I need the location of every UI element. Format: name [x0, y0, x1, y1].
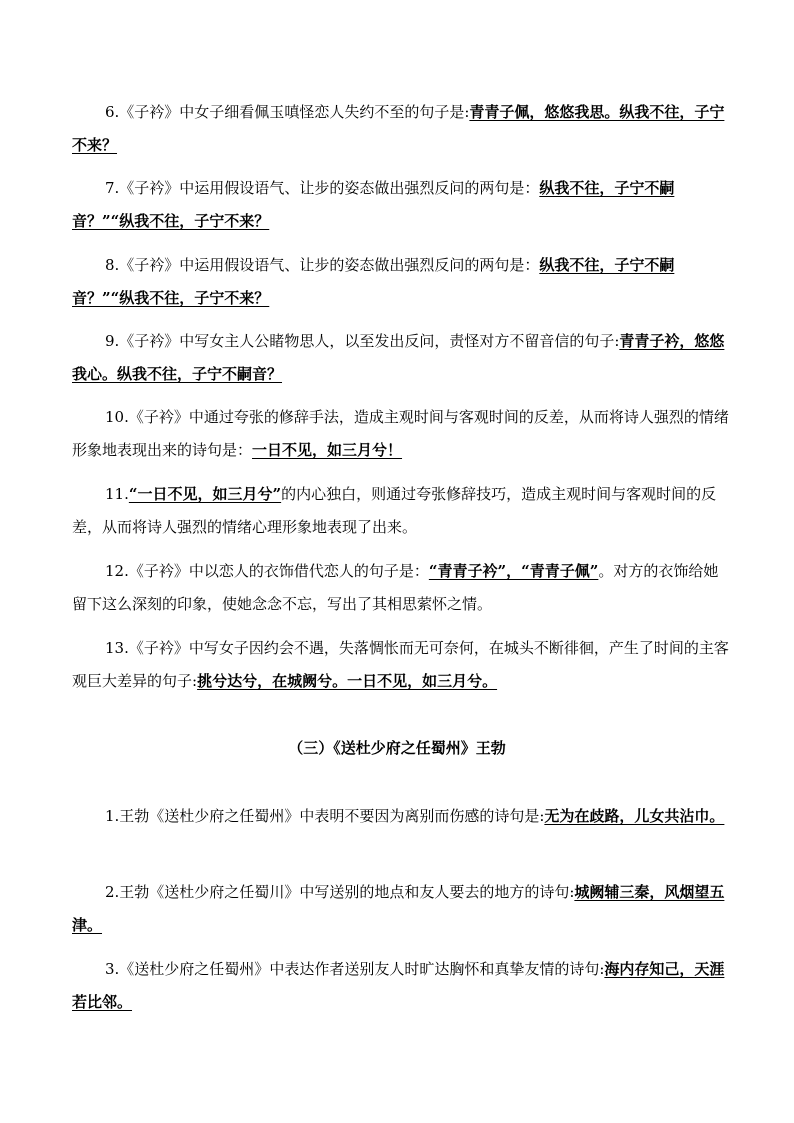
question-item-13	[72, 632, 732, 698]
question-text: 3.《送杜少府之任蜀州》中表达作者送别友人时旷达胸怀和真挚友情的诗句:	[105, 960, 605, 978]
section-heading: （三）《送杜少府之任蜀州》王勃	[288, 739, 506, 757]
answer-text: 青青子佩，悠悠我思。纵我不往，子宁不来？	[72, 103, 725, 154]
question-text: 13.《子衿》中写女子因约会不遇，失落惆怅而无可奈何，在城头不断徘徊，产生了时间的主客观巨大差异的句子:	[72, 639, 729, 690]
answer-text: 青青子衿，悠悠我心。纵我不往，子宁不嗣音？	[72, 332, 725, 383]
question-item-10	[72, 401, 732, 467]
section-question-item-1	[72, 800, 732, 833]
question-text: 6.《子衿》中女子细看佩玉嗔怪恋人失约不至的句子是:	[105, 103, 470, 121]
question-text: 12.《子衿》中以恋人的衣饰借代恋人的句子是：	[105, 562, 429, 580]
answer-text: 无为在歧路，儿女共沾巾。	[544, 807, 725, 825]
question-item-8	[72, 249, 732, 315]
question-text: 10.《子衿》中通过夸张的修辞手法，造成主观时间与客观时间的反差，从而将诗人强烈的情绪形象地表现出来的诗句是：	[72, 408, 729, 459]
question-item-9	[72, 325, 732, 391]
answer-text: “一日不见，如三月兮”	[128, 485, 282, 503]
question-item-6	[72, 96, 732, 162]
question-text: 8.《子衿》中运用假设语气、让步的姿态做出强烈反问的两句是：	[105, 256, 540, 274]
answer-text: 纵我不往，子宁不嗣音？”“纵我不往，子宁不来？	[72, 179, 675, 230]
question-item-11	[72, 478, 732, 544]
answer-text: 海内存知己，天涯若比邻。	[72, 960, 725, 1011]
question-text: 11.	[105, 485, 129, 503]
answer-text: 纵我不往，子宁不嗣音？”“纵我不往，子宁不来？	[72, 256, 675, 307]
answer-text: 一日不见，如三月兮！	[252, 441, 403, 459]
section-question-item-2	[72, 876, 732, 942]
question-tail: 的内心独白，则通过夸张修辞技巧，造成主观时间与客观时间的反差，从而将诗人强烈的情绪心理形象地表现了出来。	[72, 485, 717, 536]
question-text: 1.王勃《送杜少府之任蜀州》中表明不要因为离别而伤感的诗句是:	[105, 807, 545, 825]
question-text: 9.《子衿》中写女主人公睹物思人，以至发出反问，责怪对方不留音信的句子:	[105, 332, 620, 350]
section-question-item-3	[72, 953, 732, 1019]
answer-text: 挑兮达兮，在城阙兮。一日不见，如三月兮。	[197, 672, 498, 690]
question-text: 2.王勃《送杜少府之任蜀川》中写送别的地点和友人要去的地方的诗句:	[105, 883, 575, 901]
question-tail: 。对方的衣饰给她留下这么深刻的印象，使她念念不忘，写出了其相思萦怀之情。	[72, 562, 719, 613]
answer-text: “青青子衿”，“青青子佩”	[428, 562, 599, 580]
question-text: 7.《子衿》中运用假设语气、让步的姿态做出强烈反问的两句是：	[105, 179, 540, 197]
question-item-12	[72, 555, 732, 621]
question-item-7	[72, 172, 732, 238]
answer-text: 城阙辅三秦，风烟望五津。	[72, 883, 725, 934]
